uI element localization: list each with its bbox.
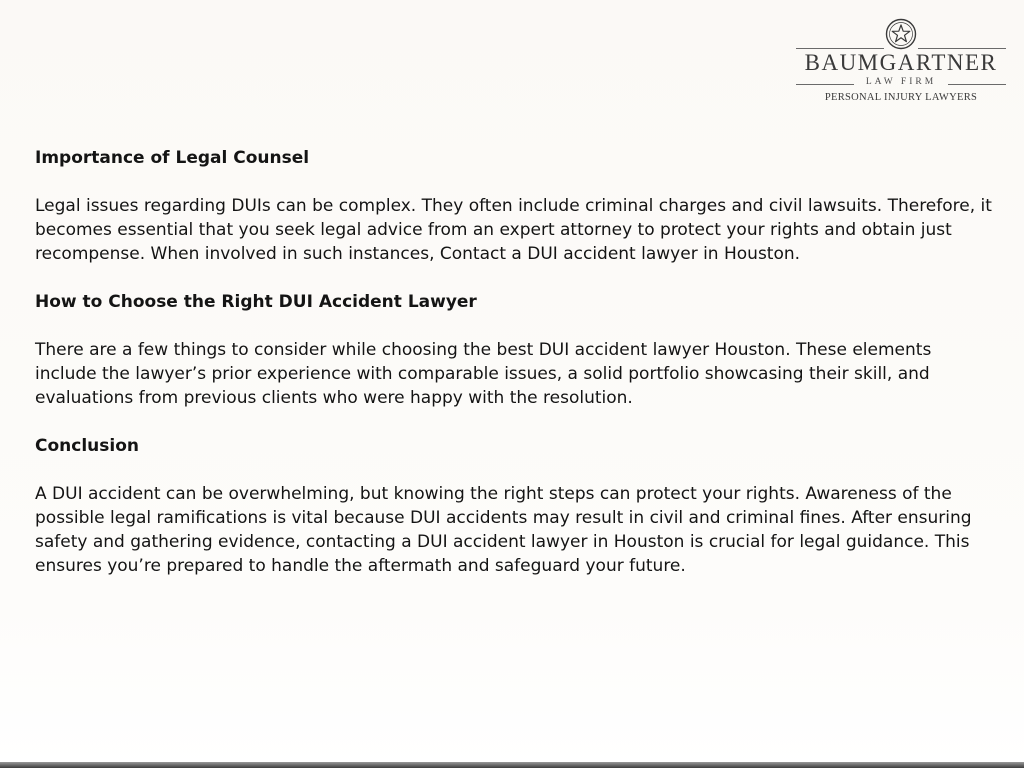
logo-rule-right — [918, 48, 1006, 49]
logo-rule-left — [796, 48, 884, 49]
logo-tagline: PERSONAL INJURY LAWYERS — [824, 92, 978, 103]
section-body-legal-counsel: Legal issues regarding DUIs can be complex. They often include criminal charges and civil lawsuits. Therefore, it becomes essential that you seek legal advice from an expert attorney to protect your rights and obtain just recompense. When involved in such instances, Contact a DUI accident lawyer in Houston. — [35, 196, 992, 264]
section-body-choose-lawyer: There are a few things to consider while choosing the best DUI accident lawyer Houston. These elements include the lawyer’s prior experience with comparable issues, a solid portfolio showcasing their skill, and evaluations from previous clients who were happy with the resolution. — [35, 340, 932, 408]
firm-logo — [790, 14, 1012, 110]
slide-content — [35, 146, 995, 602]
section-heading-legal-counsel: Importance of Legal Counsel — [35, 148, 310, 168]
bottom-border-bar — [0, 762, 1024, 768]
section-heading-choose-lawyer: How to Choose the Right DUI Accident Lawyer — [35, 292, 477, 312]
logo-firm-name: BAUMGARTNER — [804, 50, 998, 75]
section-body-conclusion: A DUI accident can be overwhelming, but knowing the right steps can protect your rights. Awareness of the possible legal ramifications is vital because DUI accidents may result in civil and criminal fines. After ensuring safety and gathering evidence, contacting a DUI accident lawyer in Houston is crucial for legal guidance. This ensures you’re prepared to handle the aftermath and safeguard your future. — [35, 484, 972, 576]
section-heading-conclusion: Conclusion — [35, 436, 139, 456]
logo-sub-rule-right — [948, 84, 1006, 85]
star-in-circle-icon — [885, 18, 917, 50]
logo-subtitle: LAW FIRM — [865, 77, 937, 87]
